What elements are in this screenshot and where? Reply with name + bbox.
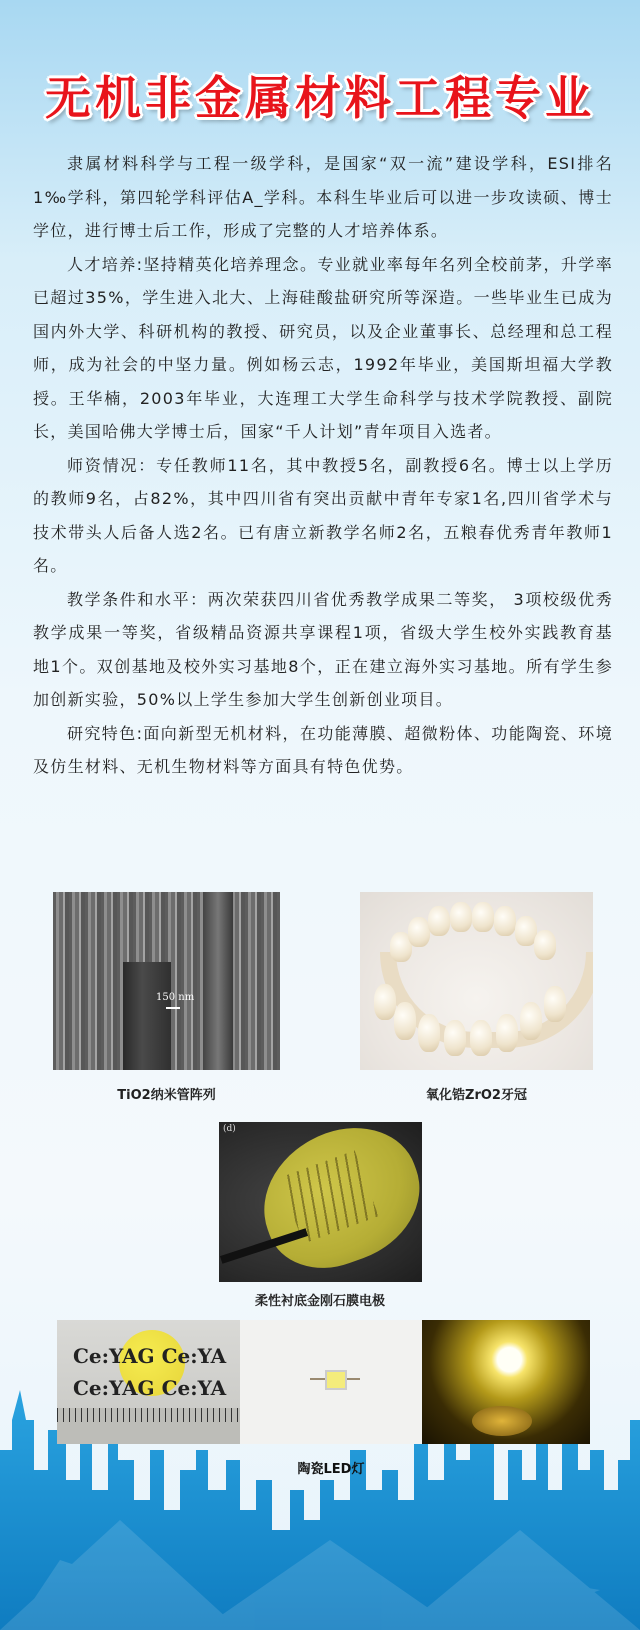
tooth: [534, 930, 556, 960]
nanotube-caption: TiO2纳米管阵列: [117, 1088, 216, 1103]
led-phosphor-photo: [57, 1320, 240, 1444]
led-glow-reflection: [472, 1406, 532, 1436]
ruler: [57, 1408, 240, 1444]
paragraph-teaching: 教学条件和水平：两次荣获四川省优秀教学成果二等奖， 3项校级优秀教学成果一等奖，省级精品资源共享课程1项，省级大学生校外实践教育基地1个。双创基地及校外实习基地8个，正在建立海外实习基地。所有学生参加创新实验，50%以上学生参加大学生创新创业项目。: [33, 589, 613, 709]
scale-label: 150 nm: [156, 992, 195, 1003]
scale-bar: [166, 1007, 180, 1009]
crown-caption: 氧化锆ZrO2牙冠: [426, 1088, 527, 1103]
paragraph-intro: 隶属材料科学与工程一级学科，是国家“双一流”建设学科，ESI排名1‰学科，第四轮学科评估A_学科。本科生毕业后可以进一步攻读硕、博士学位，进行博士后工作，形成了完整的人才培养体系。: [33, 154, 613, 240]
led-chip-photo: [240, 1320, 422, 1444]
tooth: [544, 986, 566, 1022]
nanotube-gap-2: [203, 892, 233, 1070]
tooth: [472, 902, 494, 932]
tooth: [374, 984, 396, 1020]
film-electrode-photo: [219, 1122, 422, 1282]
tooth: [418, 1014, 440, 1052]
panel-label: (d): [223, 1124, 236, 1134]
tooth: [394, 1002, 416, 1040]
paragraph-training: 人才培养:坚持精英化培养理念。专业就业率每年名列全校前茅，升学率已超过35%，学生进入北大、上海硅酸盐研究所等深造。一些毕业生已成为国内外大学、科研机构的教授、研究员，以及企业董事长、总经理和总工程师，成为社会的中坚力量。例如杨云志，1992年毕业，美国斯坦福大学教授。王华楠，2003年毕业，大连理工大学生命科学与技术学院教授、副院长，美国哈佛大学博士后，国家“千人计划”青年项目入选者。: [33, 254, 613, 441]
led-chip: [325, 1370, 347, 1390]
paragraph-faculty: 师资情况：专任教师11名，其中教授5名，副教授6名。博士以上学历的教师9名，占82%，其中四川省有突出贡献中青年专家1名,四川省学术与技术带头人后备人选2名。已有唐立新教学名师2名，五粮春优秀青年教师1名。: [33, 455, 613, 575]
nanotube-gap: [123, 962, 171, 1070]
tooth: [494, 906, 516, 936]
sample-text: Ce:YAG Ce:YA: [73, 1376, 227, 1400]
sample-text: Ce:YAG Ce:YA: [73, 1344, 227, 1368]
tooth: [520, 1002, 542, 1040]
tooth: [450, 902, 472, 932]
paragraph-research: 研究特色:面向新型无机材料，在功能薄膜、超微粉体、功能陶瓷、环境及仿生材料、无机生物材料等方面具有特色优势。: [33, 723, 613, 776]
tooth: [496, 1014, 518, 1052]
led-caption: 陶瓷LED灯: [297, 1462, 365, 1477]
nanotube-photo: [53, 892, 280, 1070]
body-text: [33, 147, 613, 784]
tooth: [444, 1020, 466, 1056]
led-glow-photo: [422, 1320, 590, 1444]
tooth: [428, 906, 450, 936]
crown-photo: [360, 892, 593, 1070]
tooth: [470, 1020, 492, 1056]
tooth: [408, 917, 430, 947]
page-title: 无机非金属材料工程专业: [45, 71, 595, 125]
film-caption: 柔性衬底金刚石膜电极: [254, 1294, 385, 1309]
